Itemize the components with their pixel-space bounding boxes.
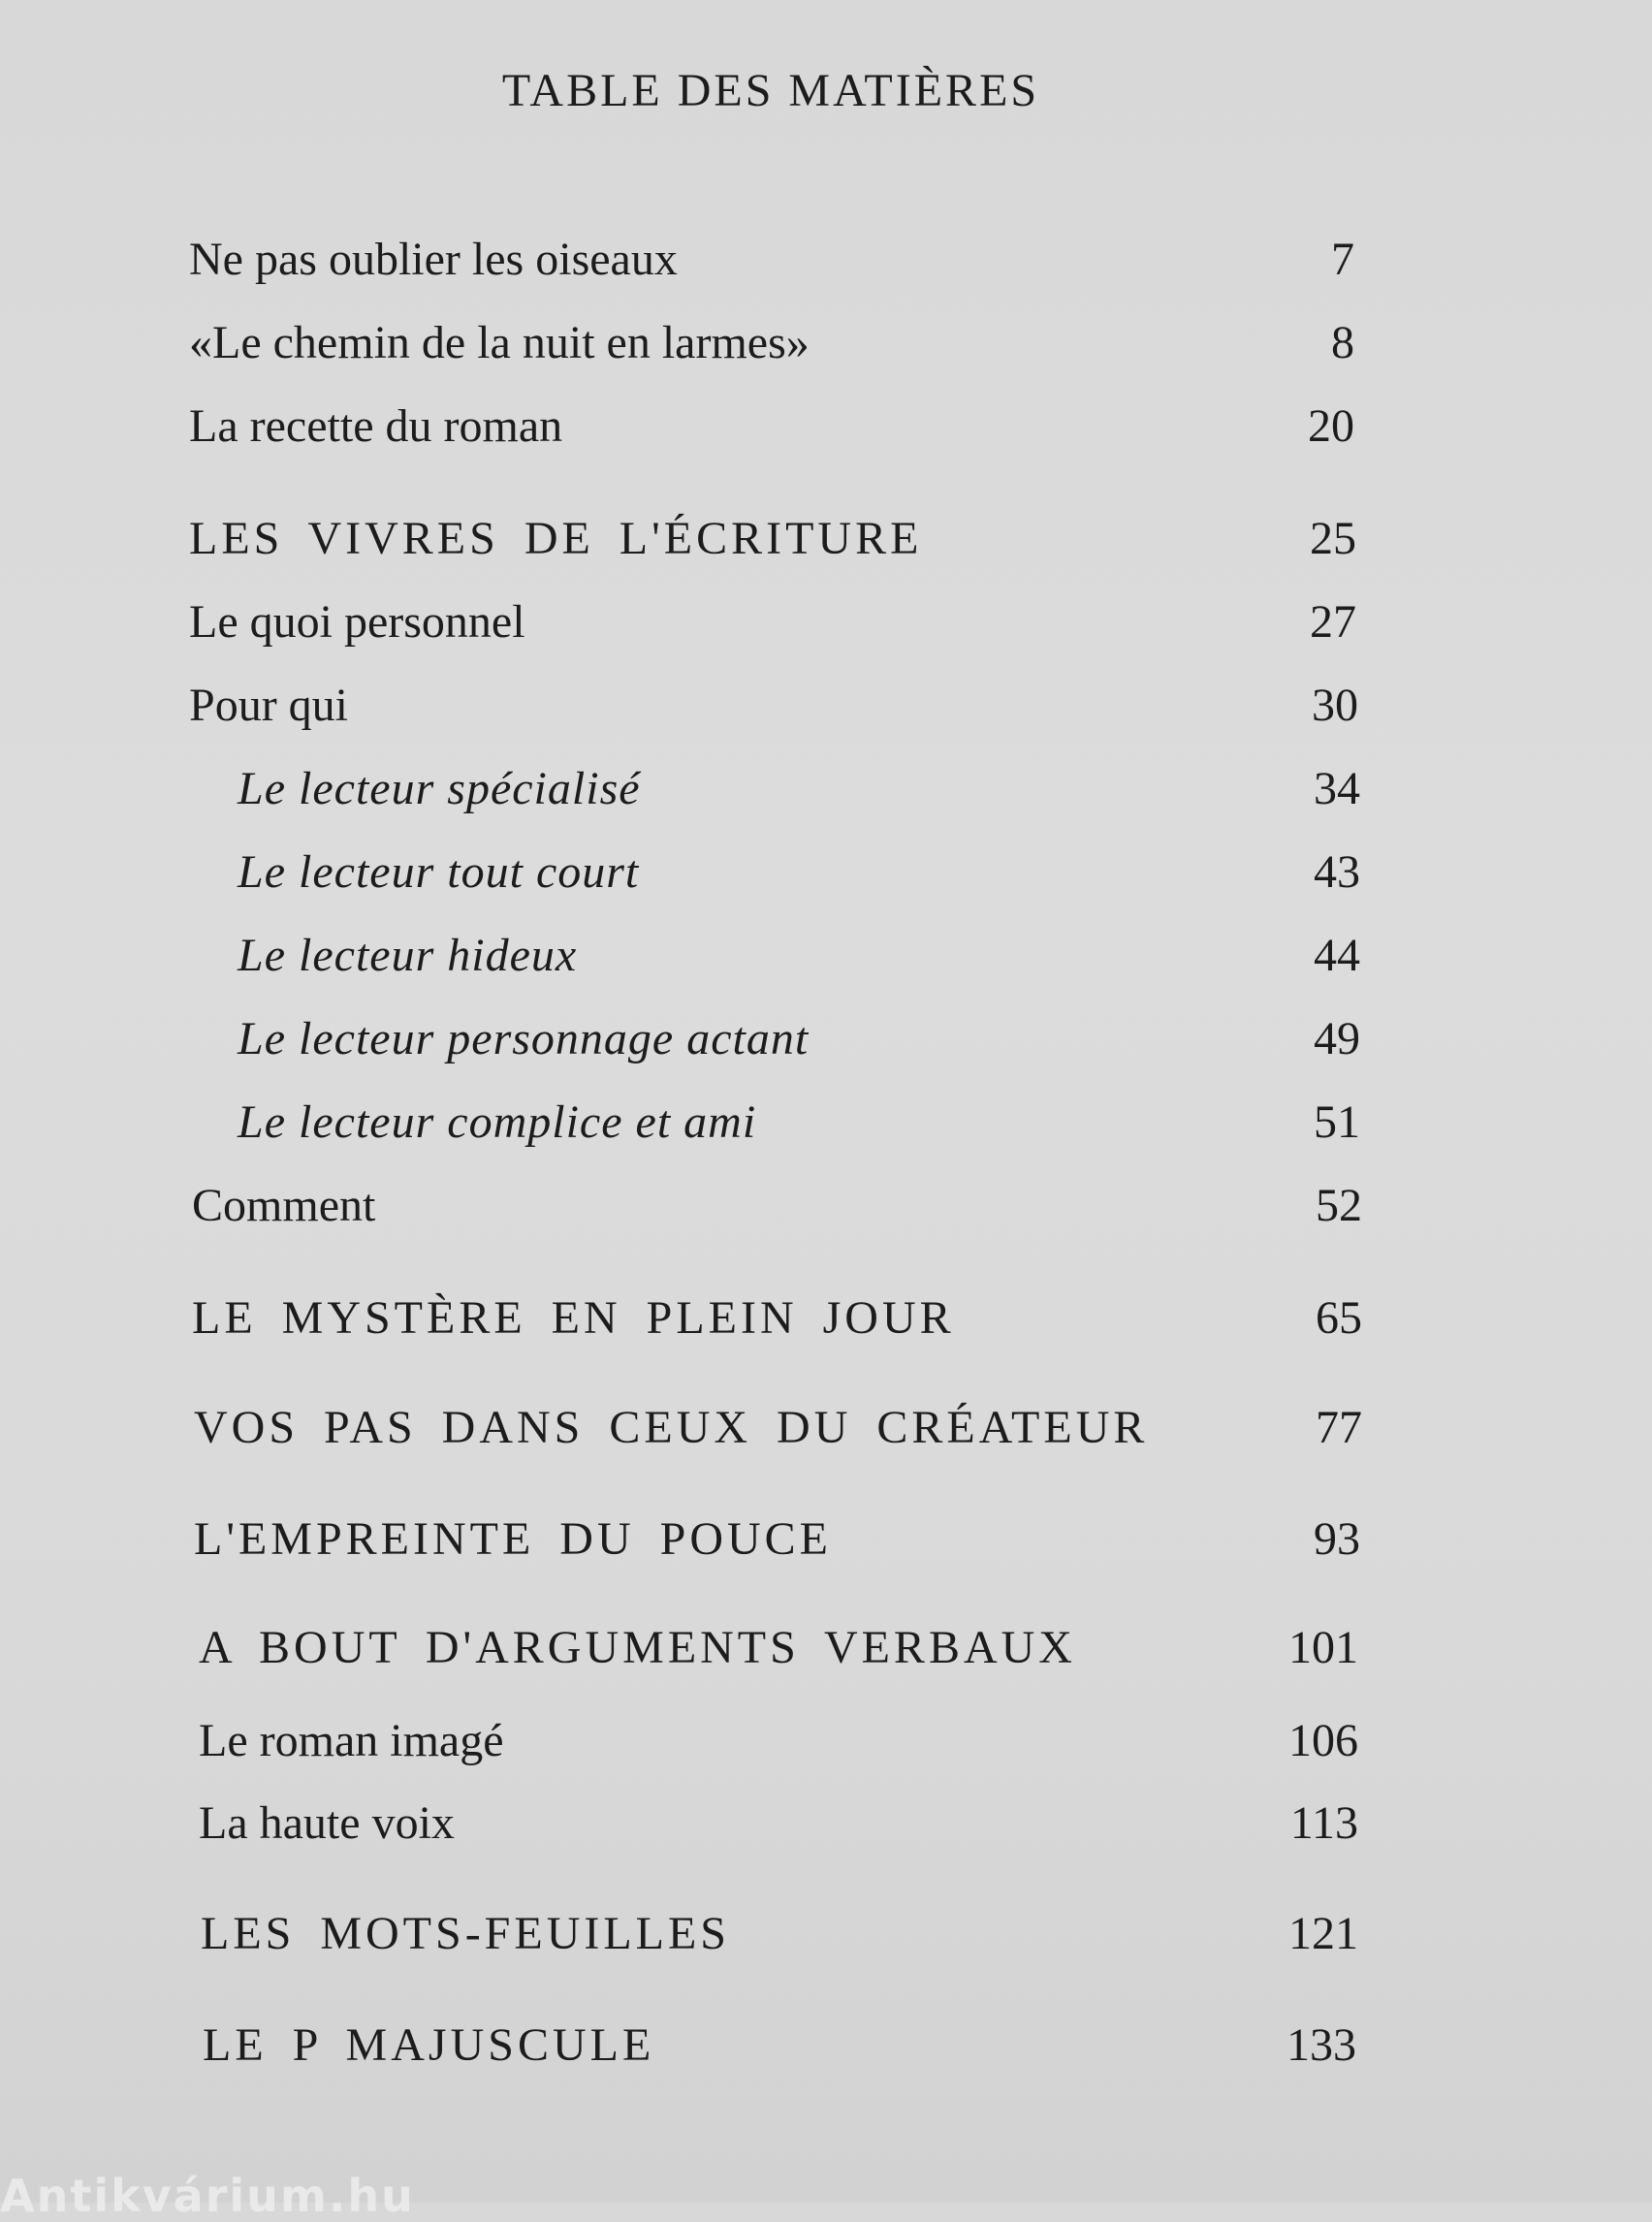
toc-entry-label: LE P MAJUSCULE: [203, 2019, 655, 2071]
toc-entry-page: 77: [1316, 1402, 1362, 1453]
toc-entry: [189, 399, 1354, 453]
toc-entry-page: 20: [1308, 400, 1354, 452]
toc-entry-label: La recette du roman: [189, 400, 563, 452]
toc-entry-page: 43: [1314, 846, 1360, 898]
toc-entry-page: 49: [1314, 1013, 1360, 1064]
toc-entry-page: 51: [1314, 1096, 1360, 1148]
toc-sub-entry: [238, 762, 1360, 815]
toc-section-entry: [192, 1291, 1362, 1345]
toc-section-entry: [201, 1907, 1358, 1960]
toc-entry: [192, 1179, 1362, 1232]
toc-entry-label: VOS PAS DANS CEUX DU CRÉATEUR: [194, 1402, 1149, 1453]
toc-entry: [189, 233, 1354, 286]
toc-entry-page: 106: [1288, 1715, 1358, 1766]
toc-entry-page: 8: [1331, 317, 1354, 368]
toc-entry-page: 133: [1287, 2019, 1356, 2071]
toc-entry-label: Le roman imagé: [199, 1715, 504, 1766]
toc-entry-label: LES MOTS-FEUILLES: [201, 1908, 730, 1959]
toc-entry-page: 34: [1314, 763, 1360, 814]
toc-section-entry: [194, 1512, 1360, 1566]
toc-entry-page: 30: [1312, 680, 1358, 731]
toc-entry-page: 65: [1316, 1292, 1362, 1344]
toc-sub-entry: [238, 1012, 1360, 1065]
toc-entry-page: 44: [1314, 930, 1360, 981]
toc-entry-label: Pour qui: [189, 680, 349, 731]
toc-entry-label: L'EMPREINTE DU POUCE: [194, 1513, 832, 1565]
toc-sub-entry: [238, 845, 1360, 899]
toc-entry-page: 93: [1314, 1513, 1360, 1565]
toc-entry-page: 101: [1288, 1622, 1358, 1673]
toc-entry-page: 52: [1316, 1180, 1362, 1231]
toc-entry: [189, 595, 1356, 649]
toc-entry: [199, 1796, 1358, 1850]
toc-section-entry: [203, 2018, 1356, 2072]
toc-entry-page: 7: [1331, 234, 1354, 285]
toc-entry-label: Le lecteur spécialisé: [238, 763, 641, 814]
toc-entry-label: Le quoi personnel: [189, 596, 525, 648]
toc-entry-page: 25: [1310, 513, 1356, 564]
toc-entry: [189, 316, 1354, 369]
toc-entry-label: «Le chemin de la nuit en larmes»: [189, 317, 810, 368]
toc-entry: [199, 1714, 1358, 1767]
toc-entry-label: La haute voix: [199, 1797, 455, 1849]
toc-section-entry: [194, 1401, 1362, 1454]
toc-sub-entry: [238, 929, 1360, 982]
toc-entry-label: Le lecteur complice et ami: [238, 1096, 757, 1148]
toc-entry-label: Le lecteur personnage actant: [238, 1013, 810, 1064]
toc-entry-label: A BOUT D'ARGUMENTS VERBAUX: [199, 1622, 1076, 1673]
toc-entry-page: 121: [1288, 1908, 1358, 1959]
toc-title: TABLE DES MATIÈRES: [501, 65, 1040, 116]
toc-sub-entry: [238, 1095, 1360, 1149]
toc-entry-label: Comment: [192, 1180, 376, 1231]
toc-section-entry: [199, 1621, 1358, 1674]
toc-entry-label: Ne pas oublier les oiseaux: [189, 234, 678, 285]
toc-entry-label: LES VIVRES DE L'ÉCRITURE: [189, 513, 923, 564]
toc-entry: [189, 679, 1358, 732]
toc-entry-page: 27: [1310, 596, 1356, 648]
watermark-text: Antikvárium.hu: [0, 2170, 415, 2222]
toc-entry-page: 113: [1289, 1797, 1358, 1849]
toc-section-entry: [189, 512, 1356, 565]
toc-entry-label: Le lecteur tout court: [238, 846, 640, 898]
toc-entry-label: LE MYSTÈRE EN PLEIN JOUR: [192, 1292, 955, 1344]
toc-entry-label: Le lecteur hideux: [238, 930, 578, 981]
